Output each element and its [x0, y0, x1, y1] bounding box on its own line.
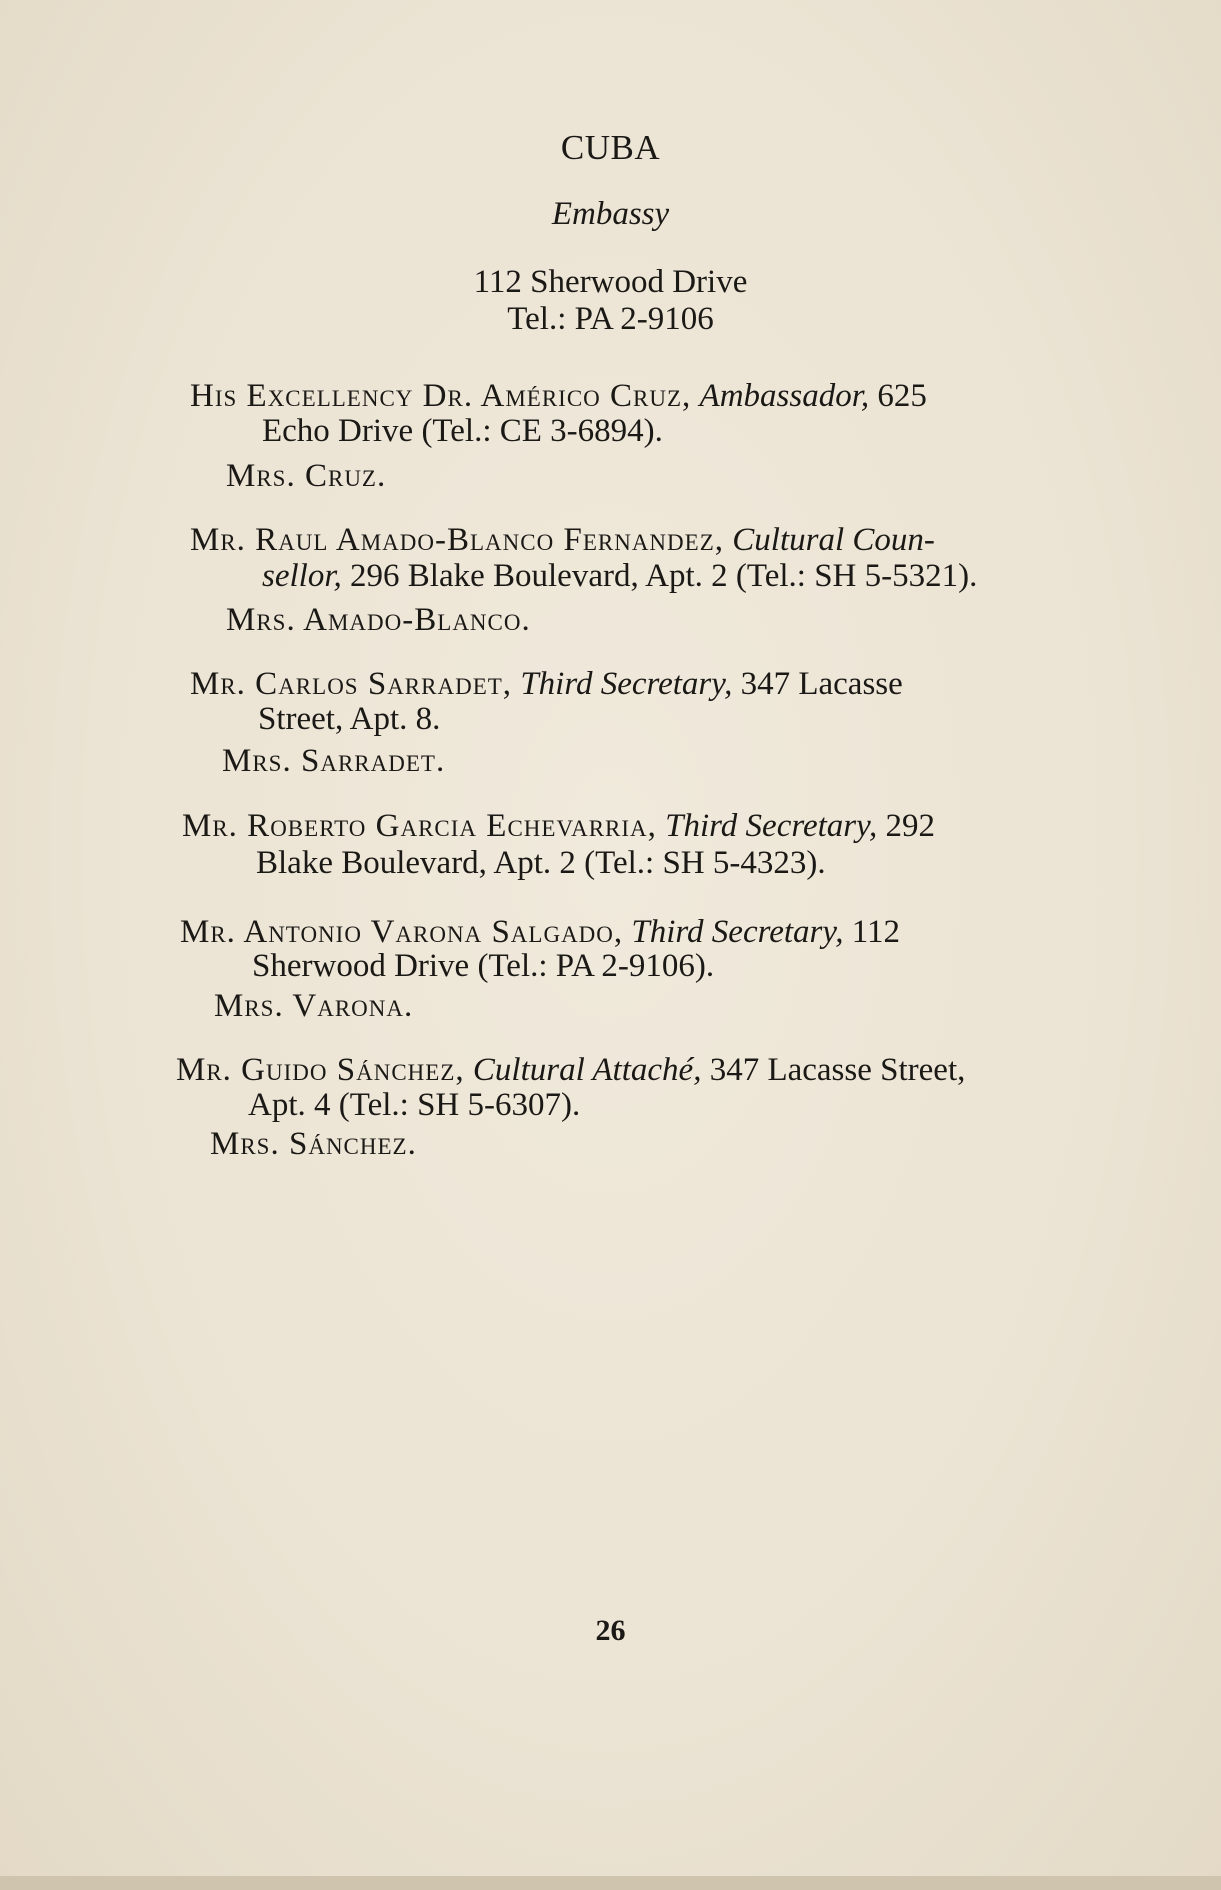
spouse-name: Mrs. Sánchez.: [210, 1126, 417, 1162]
country-heading: CUBA: [560, 128, 661, 167]
entry-line-2: [262, 560, 977, 593]
address-text: 296 Blake Boulevard, Apt. 2 (Tel.: SH 5-5321).: [350, 558, 978, 594]
person-name: Mr. Antonio Varona Salgado,: [180, 914, 624, 950]
person-name: Mr. Carlos Sarradet,: [190, 666, 513, 702]
entry-line-1: [180, 916, 900, 949]
spouse-name: Mrs. Cruz.: [226, 458, 387, 494]
person-name: Mr. Guido Sánchez,: [176, 1052, 465, 1088]
page-bottom-edge: [0, 1876, 1221, 1890]
person-name: His Excellency Dr. Américo Cruz,: [190, 378, 692, 414]
entry-line-2: Blake Boulevard, Apt. 2 (Tel.: SH 5-4323).: [256, 845, 826, 881]
person-title-cont: sellor,: [262, 558, 342, 594]
person-title: Cultural Coun-: [732, 522, 935, 558]
entry-line-2: Echo Drive (Tel.: CE 3-6894).: [262, 413, 663, 449]
entry-line-1: [190, 380, 927, 413]
page-number: 26: [595, 1614, 626, 1647]
entry-line-2: Street, Apt. 8.: [258, 701, 441, 737]
entry-line-1: [176, 1054, 965, 1087]
person-title: Third Secretary,: [631, 914, 844, 950]
person-title: Cultural Attaché,: [472, 1052, 702, 1088]
spouse-name: Mrs. Varona.: [214, 988, 414, 1024]
embassy-telephone: Tel.: PA 2-9106: [507, 301, 714, 337]
entry-line-2: Sherwood Drive (Tel.: PA 2-9106).: [252, 948, 715, 984]
person-name: Mr. Raul Amado-Blanco Fernandez,: [190, 522, 725, 558]
address-text: 292: [885, 808, 935, 844]
embassy-address: 112 Sherwood Drive: [473, 264, 748, 300]
spouse-name: Mrs. Sarradet.: [222, 743, 446, 779]
address-text: 112: [851, 914, 900, 950]
entry-line-1: [190, 668, 903, 701]
person-name: Mr. Roberto Garcia Echevarria,: [182, 808, 657, 844]
entry-line-1: [182, 810, 935, 843]
person-title: Third Secretary,: [665, 808, 878, 844]
spouse-name: Mrs. Amado-Blanco.: [226, 602, 531, 638]
person-title: Third Secretary,: [520, 666, 733, 702]
address-text: 347 Lacasse: [740, 666, 903, 702]
section-heading: Embassy: [551, 196, 670, 232]
address-text: 347 Lacasse Street,: [709, 1052, 966, 1088]
entry-line-1: [190, 524, 935, 557]
entry-line-2: Apt. 4 (Tel.: SH 5-6307).: [248, 1087, 581, 1123]
address-text: 625: [877, 378, 927, 414]
person-title: Ambassador,: [699, 378, 870, 414]
